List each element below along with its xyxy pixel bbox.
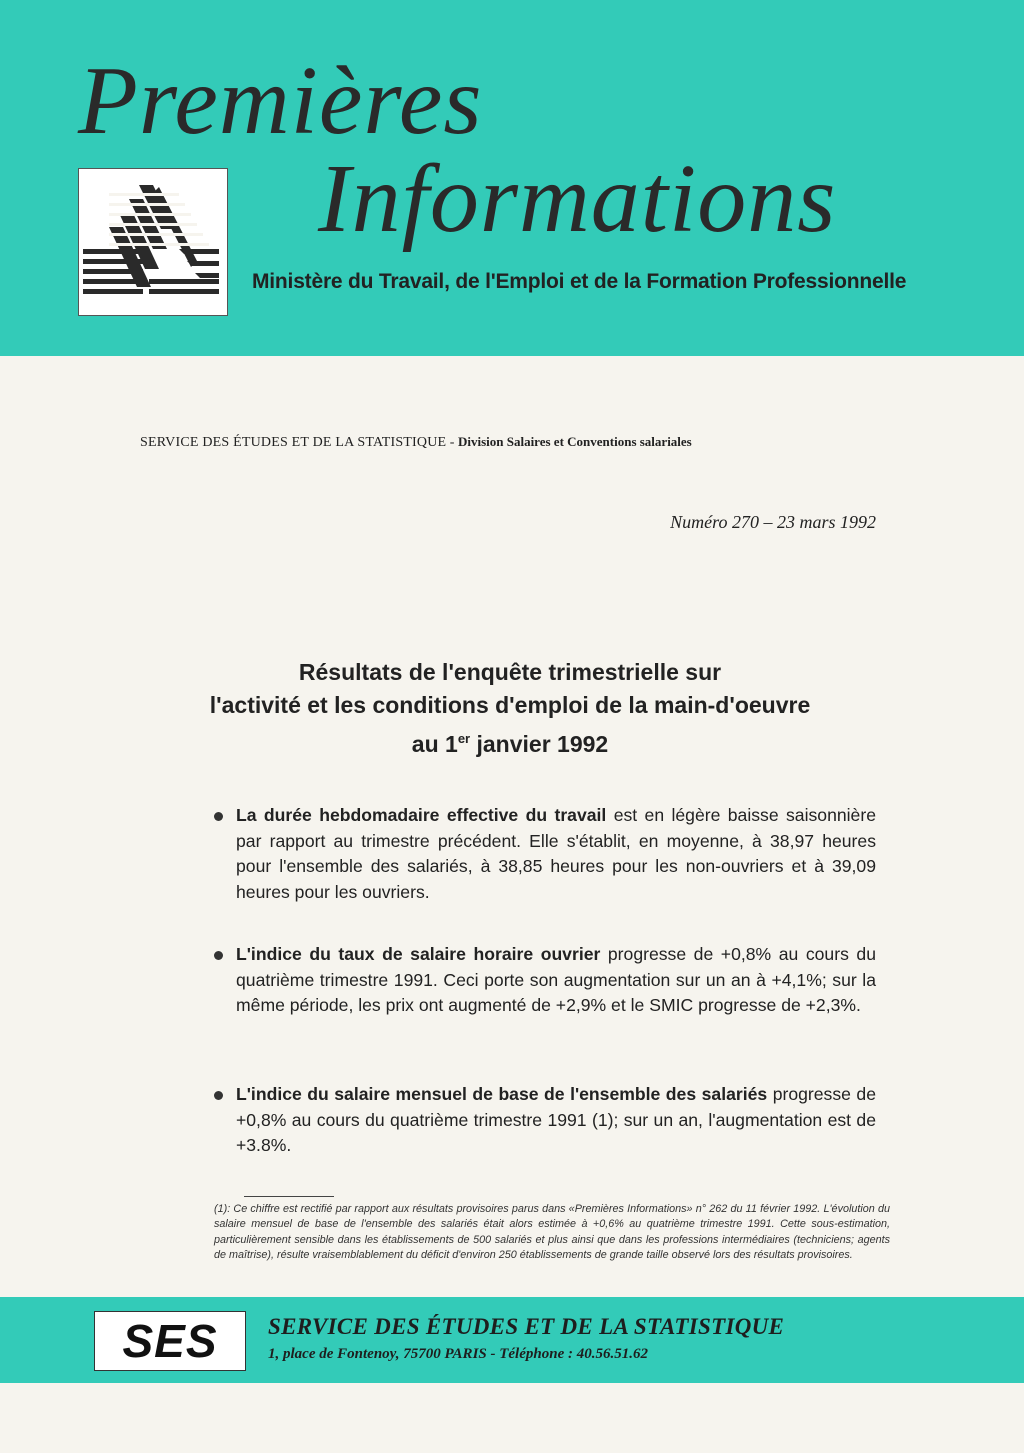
headline-line2: l'activité et les conditions d'emploi de la main-d'oeuvre	[209, 692, 811, 718]
bullet-monthly-wage-index	[236, 1082, 876, 1159]
footnote: (1): Ce chiffre est rectifié par rapport aux résultats provisoires parus dans «Premières Informations» n° 262 du 11 février 1992. L'évolution du salaire mensuel de base de l'ensemble des salariés était alors estimée à +0,6% au quatrième trimestre 1991. Cette sous-estimation, particulièrement sensible dans les établissements de 500 salariés et plus ainsi que dans les professions intermédiaires (techniciens; agents de maîtrise), résulte vraisemblablement du déficit d'environ 250 établissements de grande taille observé lors des résultats provisoires.	[214, 1203, 890, 1262]
service-division-line	[140, 434, 880, 451]
bullet-text: progresse de +0,8% au cours du quatrième trimestre 1991 (1); sur un an, l'augmentation est de +3.8%.	[236, 1084, 876, 1155]
footer-service-title: SERVICE DES ÉTUDES ET DE LA STATISTIQUE	[268, 1314, 785, 1339]
headline	[120, 656, 900, 761]
bullet-dot-icon	[214, 951, 223, 960]
ses-logo-text: SES	[122, 1315, 218, 1367]
headline-line3-pre: au 1	[411, 731, 458, 757]
service-name: SERVICE DES ÉTUDES ET DE LA STATISTIQUE	[140, 435, 447, 450]
publication-title-line1: Premières	[78, 47, 483, 155]
ministry-name: Ministère du Travail, de l'Emploi et de la Formation Professionnelle	[252, 270, 907, 293]
footer-address: 1, place de Fontenoy, 75700 PARIS - Téléphone : 40.56.51.62	[268, 1346, 648, 1362]
headline-line3	[120, 722, 900, 761]
headline-line3-post: janvier 1992	[470, 731, 609, 757]
bullet-heading: L'indice du salaire mensuel de base de l'ensemble des salariés	[236, 1084, 768, 1104]
headline-line1: Résultats de l'enquête trimestrielle sur	[298, 659, 722, 685]
bullet-heading: La durée hebdomadaire effective du travail	[236, 805, 607, 825]
ses-logo	[94, 1311, 246, 1371]
pyramid-logo-icon	[79, 169, 227, 315]
division-name: Division Salaires et Conventions salariales	[457, 434, 692, 449]
bullet-text: est en légère baisse saisonnière par rapport au trimestre précédent. Elle s'établit, en moyenne, à 38,97 heures pour l'ensemble des salariés, à 38,85 heures pour les non-ouvriers et à 39,09 heures pour les ouvriers.	[236, 805, 876, 902]
bullet-heading: L'indice du taux de salaire horaire ouvrier	[236, 944, 601, 964]
headline-line3-sup: er	[457, 731, 471, 746]
publication-title-line2: Informations	[318, 145, 837, 253]
bullet-hourly-wage-index	[236, 942, 876, 1019]
service-separator: -	[446, 435, 458, 450]
footnote-rule	[244, 1196, 334, 1197]
issue-number-date: Numéro 270 – 23 mars 1992	[670, 512, 876, 532]
bullet-working-hours	[236, 803, 876, 905]
bullet-text: progresse de +0,8% au cours du quatrième trimestre 1991. Ceci porte son augmentation sur un an à +4,1%; sur la même période, les prix ont augmenté de +2,9% et le SMIC progresse de +2,3%.	[236, 944, 876, 1015]
bullet-dot-icon	[214, 812, 223, 821]
bullet-dot-icon	[214, 1091, 223, 1100]
ministry-logo	[78, 168, 228, 316]
